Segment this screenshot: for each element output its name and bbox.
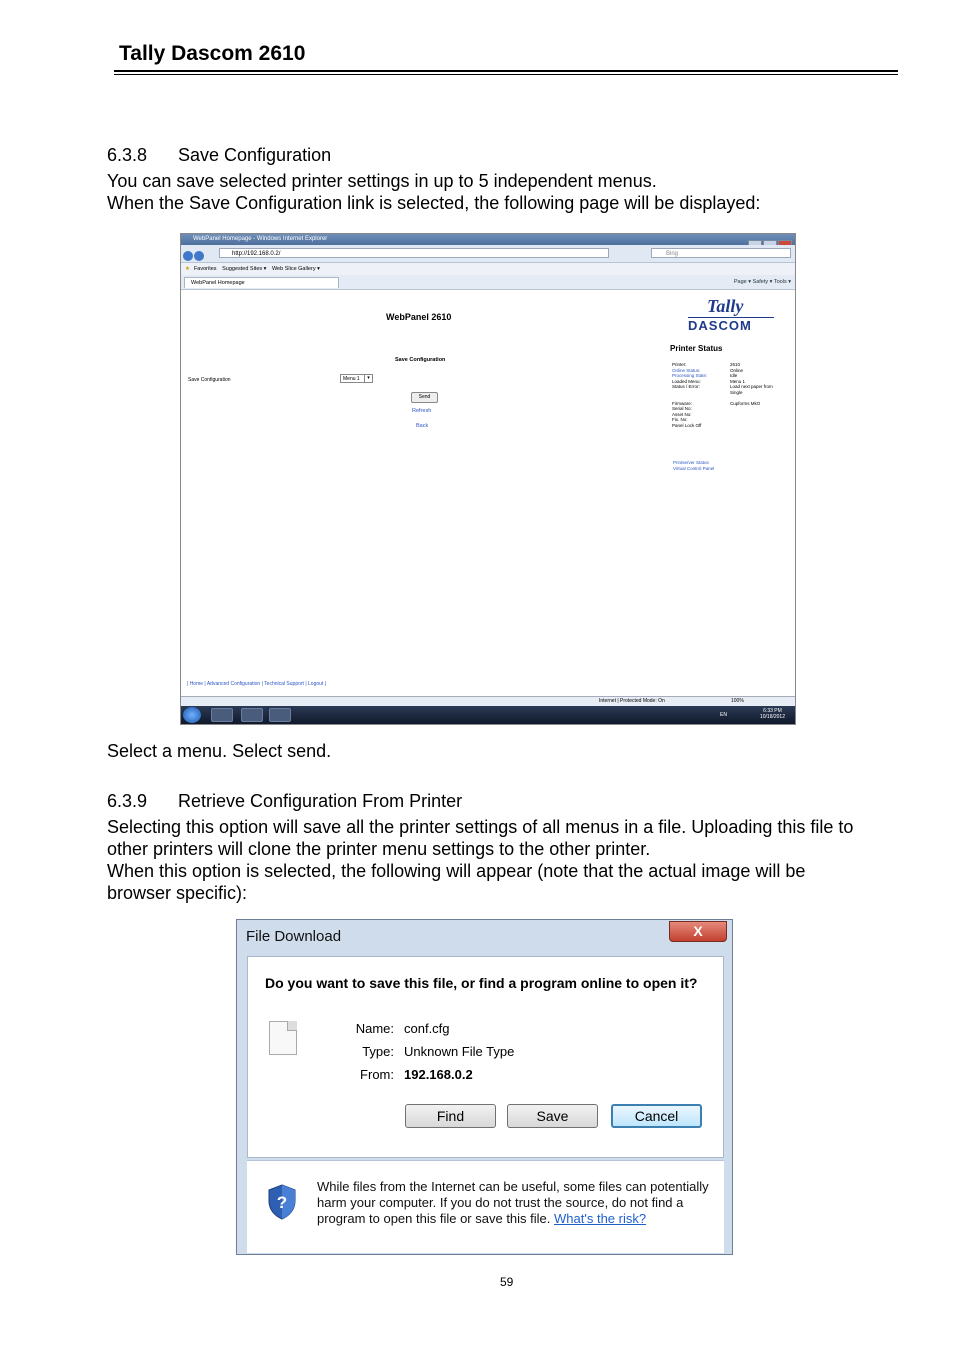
menu-select-value: Menu 1 — [343, 376, 360, 382]
type-label: Type: — [362, 1044, 394, 1059]
browser-tab[interactable]: WebPanel Homepage — [184, 277, 339, 288]
document-header-title: Tally Dascom 2610 — [119, 42, 306, 65]
url-input[interactable]: http://192.168.0.2/ — [219, 248, 609, 258]
forward-arrow-icon[interactable] — [194, 251, 204, 261]
dialog-body — [247, 956, 724, 1158]
clock-time: 6:33 PM — [763, 708, 782, 714]
save-button[interactable] — [507, 1104, 598, 1128]
browser-title-bar — [181, 234, 795, 245]
status-value: Load next paper from — [730, 384, 773, 389]
tally-logo: Tally — [707, 296, 744, 316]
start-button-icon[interactable] — [183, 707, 201, 723]
suggested-sites-link[interactable]: Suggested Sites ▾ — [222, 266, 267, 272]
shield-icon — [267, 1184, 297, 1220]
save-configuration-heading: Save Configuration — [395, 357, 446, 363]
section-heading-6-3-8 — [107, 144, 331, 166]
status-key: Status / Error: — [672, 384, 700, 389]
webpanel-title: WebPanel 2610 — [386, 312, 452, 322]
save-button-label: Save — [536, 1108, 569, 1124]
from-value: 192.168.0.2 — [404, 1067, 473, 1082]
ie-taskbar-icon[interactable] — [211, 708, 233, 722]
paragraph: When the Save Configuration link is selected, the following page will be displayed: — [107, 193, 761, 213]
find-button[interactable] — [405, 1104, 496, 1128]
paragraph: other printers will clone the printer menu settings to the other printer. — [107, 839, 651, 859]
page-number: 59 — [500, 1275, 514, 1289]
section-title: Retrieve Configuration From Printer — [178, 791, 463, 811]
language-indicator[interactable]: EN — [720, 712, 727, 718]
section-heading-6-3-9 — [107, 790, 462, 812]
status-key: Asset No: — [672, 411, 692, 417]
header-rule-thin — [114, 74, 898, 75]
warning-text — [317, 1179, 717, 1227]
status-key: Serial No: — [672, 406, 692, 411]
file-download-dialog — [236, 919, 733, 1255]
status-links — [673, 460, 714, 472]
back-arrow-icon[interactable] — [183, 251, 193, 261]
dialog-title: File Download — [246, 928, 342, 945]
close-button[interactable]: X — [669, 921, 727, 942]
file-info — [344, 1017, 514, 1086]
status-value: Single — [730, 389, 743, 395]
browser-address-bar — [181, 245, 795, 263]
dialog-question: Do you want to save this file, or find a program online to open it? — [265, 975, 698, 991]
clock — [760, 708, 785, 720]
paragraph: Selecting this option will save all the printer settings of all menus in a file. Uploading this file to — [107, 817, 854, 837]
security-zone: Internet | Protected Mode: On — [599, 698, 665, 704]
search-input[interactable]: Bing — [651, 248, 791, 258]
word-taskbar-icon[interactable] — [269, 708, 291, 722]
section-number: 6.3.8 — [107, 145, 148, 165]
web-slice-link[interactable]: Web Slice Gallery ▾ — [271, 266, 320, 272]
paragraph: Select a menu. Select send. — [107, 741, 332, 761]
windows-taskbar — [181, 706, 795, 724]
cancel-button[interactable] — [611, 1104, 702, 1128]
browser-status-bar — [181, 696, 795, 706]
status-value: Online — [730, 367, 744, 373]
name-value: conf.cfg — [404, 1021, 450, 1036]
browser-tab-row — [181, 275, 795, 290]
footer-links[interactable]: | Home | Advanced Configuration | Technical Support | Logout | — [187, 681, 326, 687]
refresh-link[interactable]: Refresh — [412, 408, 432, 414]
printserver-status-link[interactable]: Printserver Status — [673, 460, 709, 465]
folder-taskbar-icon[interactable] — [241, 708, 263, 722]
status-key: Online Status: — [672, 367, 701, 373]
favorites-link[interactable]: Favorites — [193, 266, 217, 272]
find-button-label: Find — [436, 1108, 465, 1124]
file-icon — [269, 1021, 297, 1055]
command-bar[interactable]: Page ▾ Safety ▾ Tools ▾ — [733, 279, 791, 285]
header-rule — [114, 70, 898, 72]
status-row — [672, 423, 773, 429]
status-key: Panel Lock Off — [672, 422, 702, 428]
window-buttons — [747, 235, 793, 244]
status-value: Menu 1 — [730, 378, 746, 384]
back-link[interactable]: Back — [416, 423, 429, 429]
paragraph: browser specific): — [107, 883, 248, 903]
favorites-bar — [181, 263, 795, 275]
type-value: Unknown File Type — [404, 1044, 515, 1059]
webpanel-page — [181, 290, 795, 696]
star-icon: ★ — [185, 266, 190, 272]
name-label: Name: — [355, 1021, 394, 1036]
section-number: 6.3.9 — [107, 791, 148, 811]
zoom-level[interactable]: 100% — [731, 698, 744, 704]
from-label: From: — [360, 1067, 394, 1082]
virtual-control-panel-link[interactable]: Virtual Control Panel — [673, 466, 715, 471]
printer-status-heading: Printer Status — [670, 344, 723, 353]
cancel-button-label: Cancel — [634, 1108, 679, 1124]
nav-buttons — [183, 248, 205, 259]
status-key: Fix. No: — [672, 417, 688, 422]
warning-message: While files from the Internet can be useful, some files can potentially harm your computer. If you do not trust the source, do not find a program to open this file or save this file. — [317, 1179, 709, 1226]
dialog-warning — [247, 1161, 724, 1253]
printer-status-table — [672, 362, 773, 428]
status-value: 2610 — [730, 362, 741, 367]
dascom-logo: DASCOM — [688, 318, 752, 333]
chevron-down-icon: ▾ — [364, 375, 372, 382]
status-key: Processing State: — [672, 373, 708, 378]
status-key: Printer: — [672, 362, 687, 367]
paragraph: When this option is selected, the following will appear (note that the actual image will be — [107, 861, 806, 881]
status-key: Firmware: — [672, 400, 692, 406]
paragraph: You can save selected printer settings in up to 5 independent menus. — [107, 171, 657, 191]
browser-screenshot — [180, 233, 796, 725]
status-value: Cupforms MkO — [730, 400, 761, 406]
section-title: Save Configuration — [178, 145, 332, 165]
status-value: Idle — [730, 373, 738, 378]
svg-text:?: ? — [276, 1193, 288, 1212]
menu-select[interactable] — [340, 374, 373, 383]
send-button[interactable]: Send — [411, 392, 438, 403]
status-key: Loaded Menu: — [672, 378, 701, 384]
risk-link[interactable]: What's the risk? — [554, 1211, 647, 1226]
clock-date: 10/18/2012 — [759, 714, 785, 720]
save-configuration-label: Save Configuration — [188, 377, 231, 383]
browser-window-title: WebPanel Homepage - Windows Internet Explorer — [193, 236, 328, 242]
